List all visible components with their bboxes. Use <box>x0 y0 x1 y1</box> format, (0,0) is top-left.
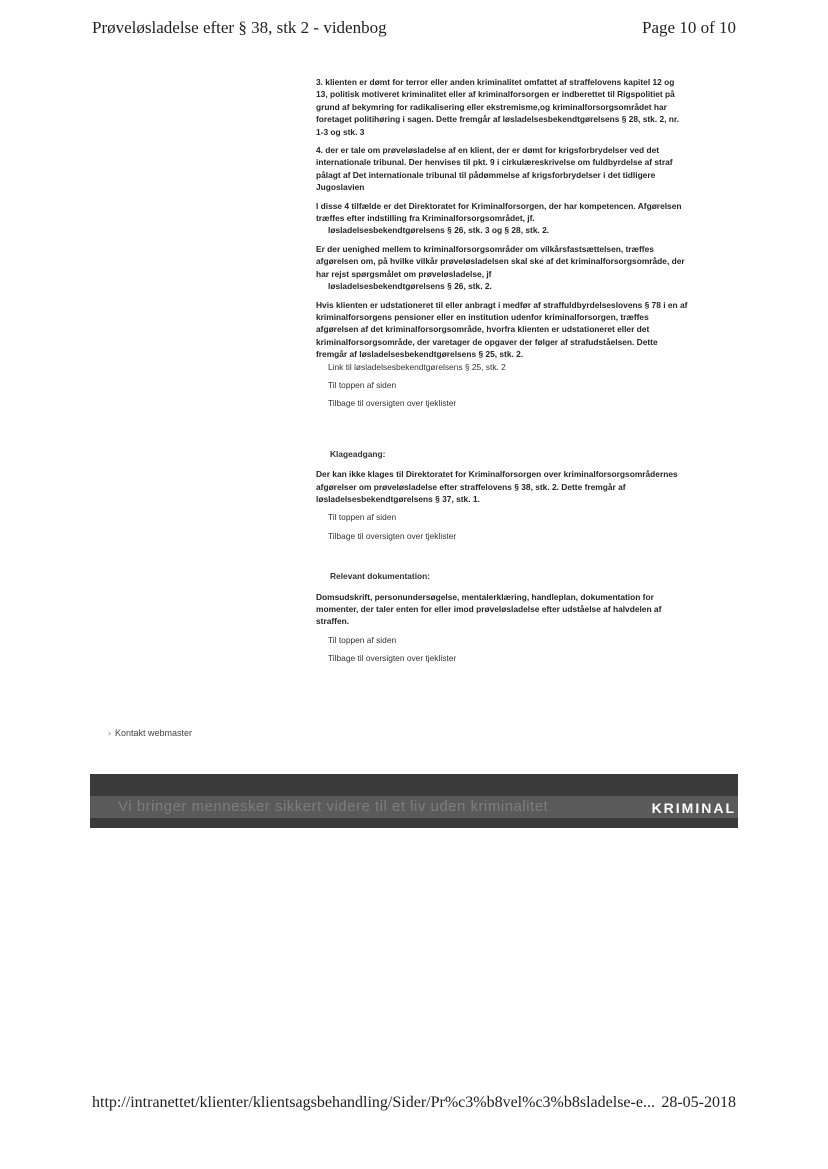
back-to-checklists-link[interactable]: Tilbage til oversigten over tjeklister <box>328 398 457 409</box>
footer-banner <box>90 774 738 828</box>
paragraph-stationed-text: Hvis klienten er udstationeret til eller anbragt i medfør af straffuldbyrdelseslovens § 78 i en af kriminalforsorgens pensioner eller en institution udenfor kriminalforsorgen, træffes afgørelsen af det kriminalforsorgsområde, hvorfra klienten er udstationeret eller det kriminalforsorgsområde, der varetager de opgaver der følger af strafudståelsen. Dette fremgår af løsladelsesbekendtgørelsens § 25, stk. 2. <box>316 299 688 360</box>
paragraph-competence-ref: løsladelsesbekendtgørelsens § 26, stk. 3 og § 28, stk. 2. <box>328 225 550 236</box>
print-header <box>92 18 736 42</box>
back-to-checklists-link[interactable]: Tilbage til oversigten over tjeklister <box>328 530 457 541</box>
paragraph-klageadgang: Der kan ikke klages til Direktoratet for Kriminalforsorgen over kriminalforsorgsområdernes afgørelser om prøveløsladelse efter straffelovens § 38, stk. 2. Dette fremgår af løsladelsesbekendtgørelsens § 37, stk. 1. <box>316 469 678 504</box>
back-to-top-link[interactable]: Til toppen af siden <box>328 512 397 523</box>
paragraph-competence <box>316 200 688 237</box>
print-footer-url: http://intranettet/klienter/klientsagsbehandling/Sider/Pr%c3%b8vel%c3%b8sladelse-e... <box>92 1094 655 1111</box>
print-header-title: Prøveløsladelse efter § 38, stk 2 - videnbog <box>92 18 387 37</box>
back-to-checklists-link[interactable]: Tilbage til oversigten over tjeklister <box>328 653 457 664</box>
paragraph-item-4: 4. der er tale om prøveløsladelse af en klient, der er dømt for krigsforbrydelser ved det internationale tribunal. Der henvises til pkt. 9 i cirkulæreskrivelse om fuldbyrdelse af straf pålagt af Det internationale tribunal til pådømmelse af krigsforbrydelser i det tidligere Jugoslavien <box>316 145 673 193</box>
back-to-top-link[interactable]: Til toppen af siden <box>328 634 397 645</box>
print-footer-date: 28-05-2018 <box>661 1094 736 1111</box>
article-content <box>316 76 688 671</box>
section-heading-klageadgang: Klageadgang: <box>330 448 386 459</box>
paragraph-competence-text: I disse 4 tilfælde er det Direktoratet for Kriminalforsorgen, der har kompetencen. Afgørelsen træffes efter indstilling fra Kriminalforsorgsområdet, jf. <box>316 200 682 224</box>
bullet-icon: › <box>108 728 111 738</box>
paragraph-disagreement <box>316 243 688 293</box>
paragraph-disagreement-ref: løsladelsesbekendtgørelsens § 26, stk. 2. <box>328 281 492 292</box>
back-to-top-link[interactable]: Til toppen af siden <box>328 379 397 390</box>
contact-webmaster-link[interactable] <box>108 728 192 738</box>
banner-slogan: Vi bringer mennesker sikkert videre til et liv uden kriminalitet <box>118 798 549 815</box>
paragraph-item-3: 3. klienten er dømt for terror eller anden kriminalitet omfattet af straffelovens kapitel 12 og 13, politisk motiveret kriminalitet eller af kriminalforsorgen er indberettet til Rigspolitiet på grund af bekymring for radikalisering eller ekstremisme,og kriminalforsorgsområdet har foretaget politihøring i sagen. Dette fremgår af løsladelsesbekendtgørelsens § 28, stk. 2, nr. 1-3 og stk. 3 <box>316 77 680 137</box>
paragraph-stationed <box>316 299 688 373</box>
law-reference-link[interactable]: Link til løsladelsesbekendtgørelsens § 25, stk. 2 <box>328 361 506 372</box>
contact-webmaster-label: Kontakt webmaster <box>115 728 193 738</box>
section-heading-dokumentation: Relevant dokumentation: <box>330 571 431 582</box>
paragraph-dokumentation: Domsudskrift, personundersøgelse, mentalerklæring, handleplan, dokumentation for momenter, der taler enten for eller imod prøveløsladelse efter udståelse af halvdelen af straffen. <box>316 591 662 627</box>
banner-logo: KRIMINAL <box>651 800 736 816</box>
print-header-page-number: Page 10 of 10 <box>642 18 736 37</box>
paragraph-disagreement-text: Er der uenighed mellem to kriminalforsorgsområder om vilkårsfastsættelsen, træffes afgørelsen om, på hvilke vilkår prøveløsladelsen skal ske af det kriminalforsorgsområde, der har rejst spørgsmålet om prøveløsladelse, jf <box>316 243 685 279</box>
